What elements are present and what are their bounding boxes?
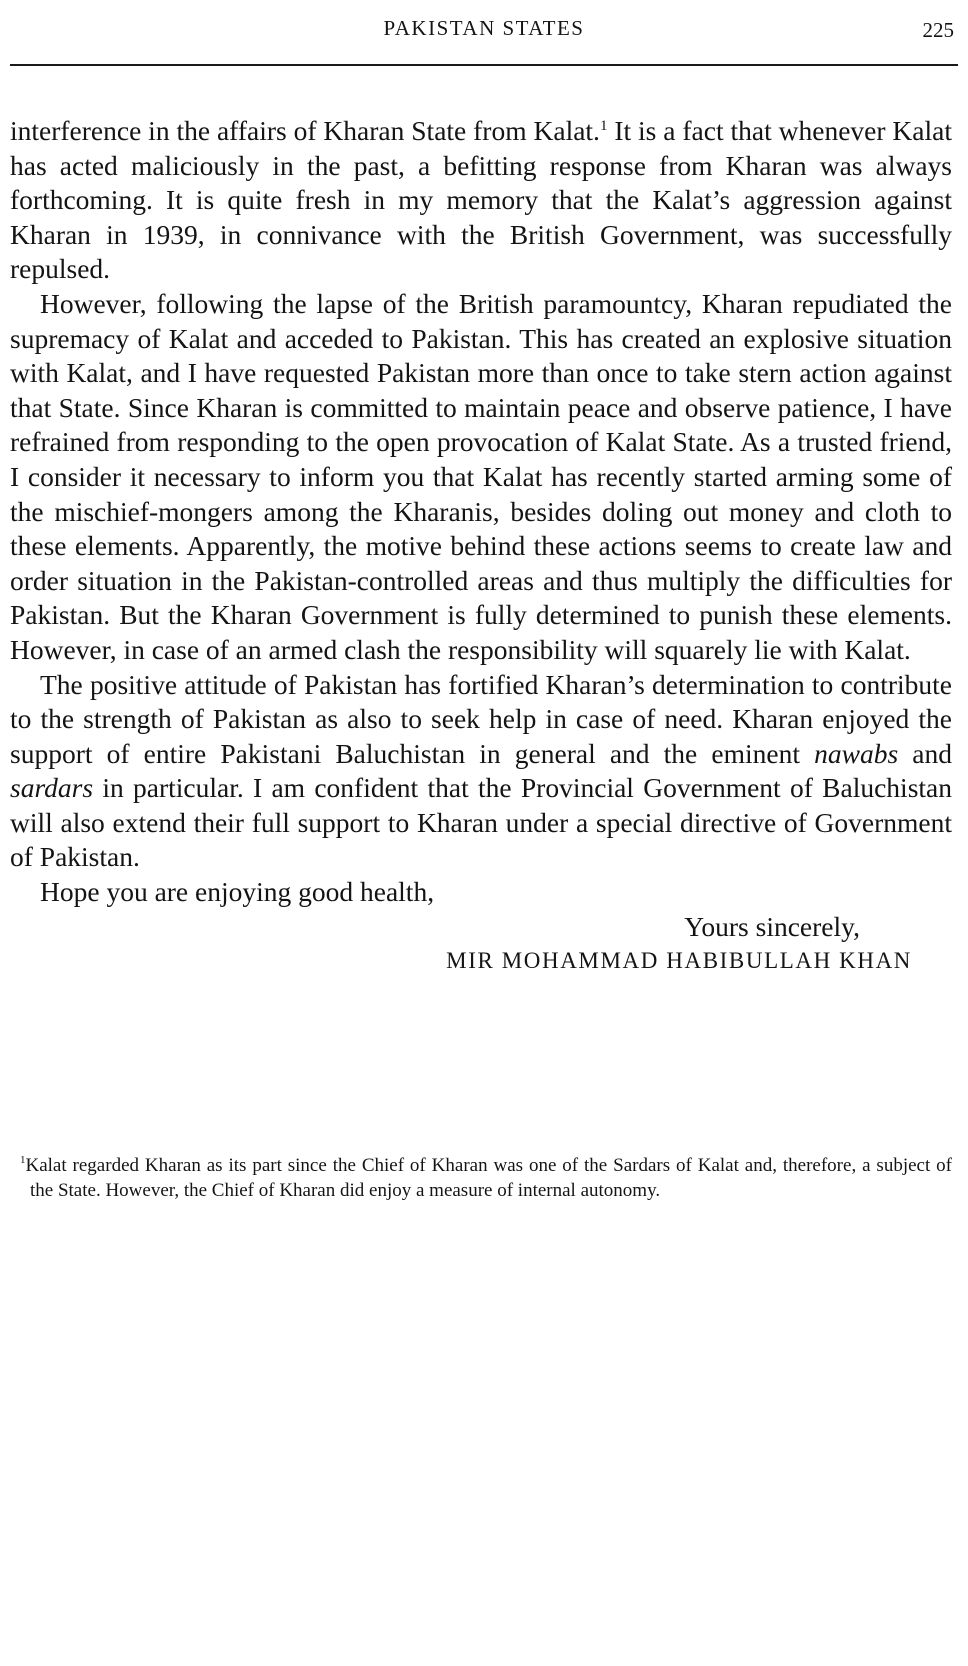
- footnote: [10, 1153, 952, 1203]
- footnote-marker: 1: [20, 1154, 26, 1166]
- running-title: PAKISTAN STATES: [383, 16, 585, 40]
- paragraph-1: [10, 114, 952, 287]
- italic-term-sardars: sardars: [10, 772, 94, 804]
- footnote-reference: 1: [599, 118, 608, 134]
- valediction: Yours sincerely,: [684, 910, 860, 942]
- header-rule: [10, 64, 958, 66]
- paragraph-1-text-a: interference in the affairs of Kharan State from Kalat.: [10, 115, 600, 146]
- paragraph-1-text-b: It is a fact that whenever Kalat has acted maliciously in the past, a befitting response from Kharan was always forthcoming. It is quite fresh in my memory that the Kalat’s aggression against Kharan in 1939, in connivance with the British Government, was successfully repulsed.: [10, 115, 952, 285]
- paragraph-3-text-b: and: [898, 737, 952, 769]
- body-text: [10, 114, 952, 978]
- footnote-text: Kalat regarded Kharan as its part since the Chief of Kharan was one of the Sardars of Kalat and, therefore, a subject of the State. However, the Chief of Kharan did enjoy a measure of internal autonomy.: [25, 1155, 952, 1201]
- paragraph-4: Hope you are enjoying good health,: [40, 876, 435, 908]
- italic-term-nawabs: nawabs: [814, 737, 899, 769]
- signatory: MIR MOHAMMAD HABIBULLAH KHAN: [446, 948, 912, 974]
- paragraph-2: However, following the lapse of the British paramountcy, Kharan repudiated the supremacy of Kalat and acceded to Pakistan. This has created an explosive situation with Kalat, and I have requested Pakistan more than once to take stern action against that State. Since Kharan is committed to maintain peace and observe patience, I have refrained from responding to the open provocation of Kalat State. As a trusted friend, I consider it necessary to inform you that Kalat has recently started arming some of the mischief-mongers among the Kharanis, besides doling out money and cloth to these elements. Apparently, the motive behind these actions seems to create law and order situation in the Pakistan-controlled areas and thus multiply the difficulties for Pakistan. But the Kharan Government is fully determined to punish these elements. However, in case of an armed clash the responsibility will squarely lie with Kalat.: [10, 287, 952, 665]
- paragraph-3: [10, 668, 952, 876]
- paragraph-3-text-c: in particular. I am confident that the Provincial Government of Baluchistan will also extend their full support to Kharan under a special directive of Government of Pakistan.: [10, 772, 952, 873]
- paragraph-3-text-a: The positive attitude of Pakistan has fortified Kharan’s determination to contribute to the strength of Pakistan as also to seek help in case of need. Kharan enjoyed the support of entire Pakistani Baluchistan in general and the eminent: [10, 668, 952, 769]
- page-number: 225: [922, 18, 954, 42]
- running-head: [10, 12, 958, 52]
